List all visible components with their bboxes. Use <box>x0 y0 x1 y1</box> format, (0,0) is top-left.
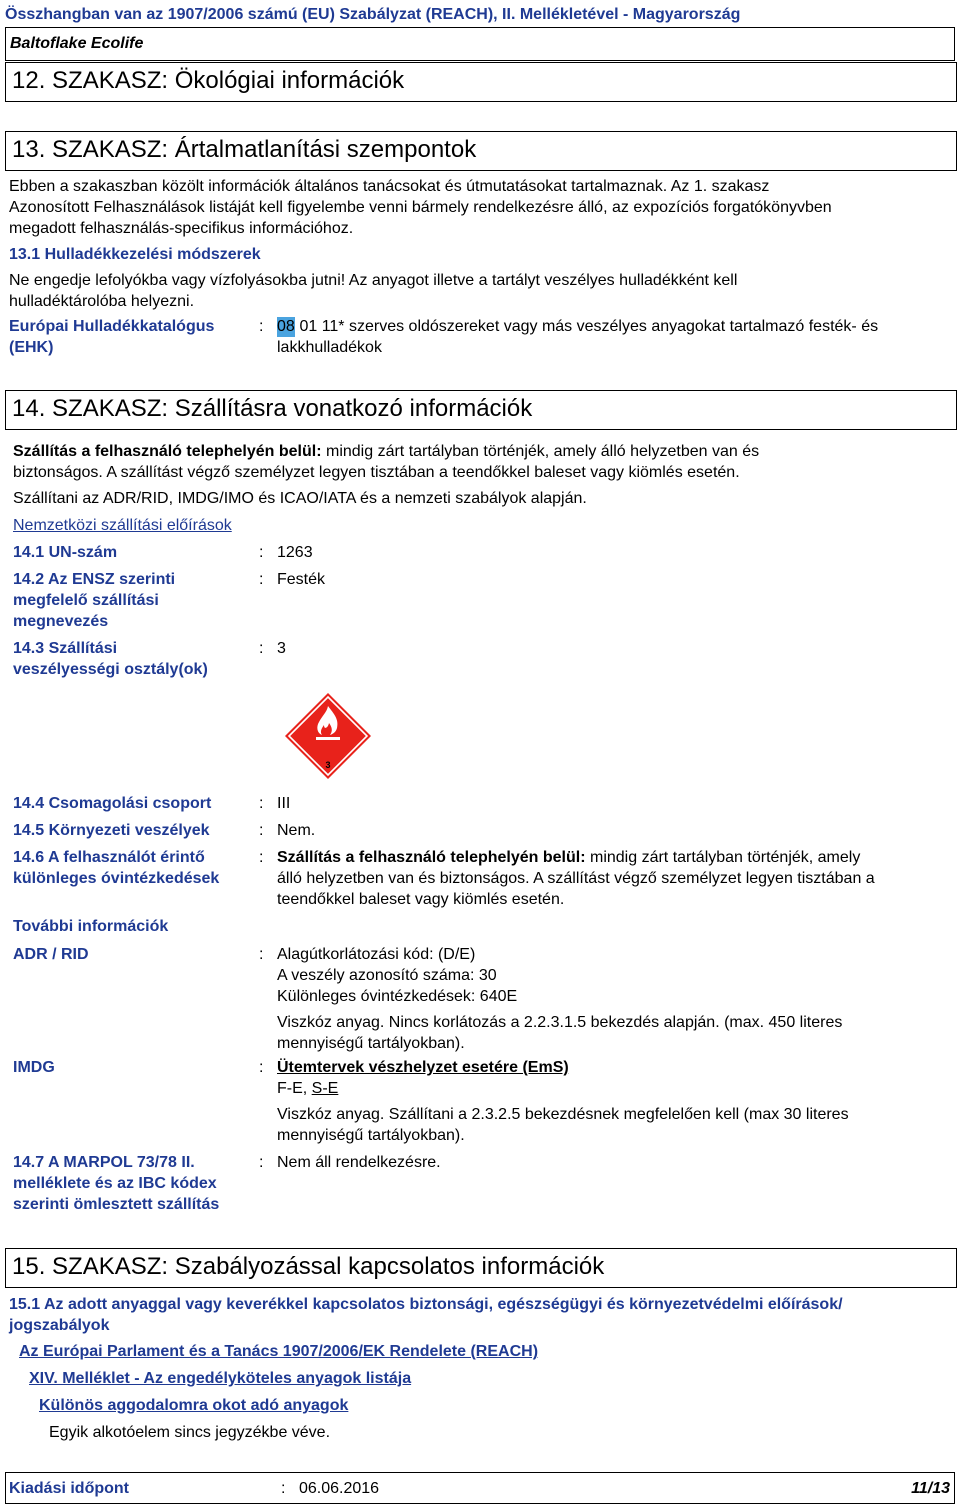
env-hazards-label: 14.5 Környezeti veszélyek <box>13 822 210 839</box>
special-precautions-value: Szállítás a felhasználó telephelyén belül: mindig zárt tartályban történjék, amely álló helyzetben van és biztonságos. A szállítást végző személyzet legyen tisztában a teendőkkel baleset vagy kiömlés esetén. <box>277 849 875 908</box>
shipping-name-label: 14.2 Az ENSZ szerinti megfelelő szállítási megnevezés <box>13 571 176 630</box>
env-hazards-value: Nem. <box>277 822 316 839</box>
un-number-colon: : <box>259 544 264 561</box>
ewc-value: 08 01 11* szerves oldószereket vagy más veszélyes anyagokat tartalmazó festék- és lakkhulladékok <box>277 318 879 356</box>
adr-rid-value: Alagútkorlátozási kód: (D/E) A veszély azonosító száma: 30 Különleges óvintézkedések: 640E Viszkóz anyag. Nincs korlátozás a 2.2.3.1.5 bekezdés alapján. (max. 450 literes mennyiségű tartályokban). <box>277 946 843 1052</box>
disposal-text: Ne engedje lefolyókba vagy vízfolyásokba jutni! Az anyagot illetve a tartályt veszélyes hulladékként kell hulladéktárolóba helyezni. <box>9 272 738 310</box>
env-hazards-colon: : <box>259 822 264 839</box>
marpol-label: 14.7 A MARPOL 73/78 II. melléklete és az IBC kódex szerinti ömlesztett szállítás <box>13 1154 220 1213</box>
issue-date-label: Kiadási időpont <box>9 1480 129 1497</box>
ewc-code-start: 08 <box>277 318 295 335</box>
imdg-label: IMDG <box>13 1059 55 1076</box>
regulation-subheading: 15.1 Az adott anyaggal vagy keverékkel kapcsolatos biztonsági, egészségügyi és környezetvédelmi előírások/ jogszabályok <box>9 1296 843 1334</box>
imdg-colon: : <box>259 1059 264 1076</box>
regulation-header: Összhangban van az 1907/2006 számú (EU) Szabályzat (REACH), II. Mellékletével - Magyarország <box>5 6 741 23</box>
un-number-value: 1263 <box>277 544 313 561</box>
shipping-name-value: Festék <box>277 571 326 588</box>
imdg-value: Ütemtervek vészhelyzet esetére (EmS) F-E, S-E Viszkóz anyag. Szállítani a 2.3.2.5 bekezdésnek megfelelően kell (max 30 literes mennyiségű tartályokban). <box>277 1058 947 1146</box>
hazard-class-colon: : <box>259 640 264 657</box>
waste-methods-heading: 13.1 Hulladékkezelési módszerek <box>9 246 261 263</box>
page-number: 11/13 <box>911 1480 950 1497</box>
packing-group-value: III <box>277 795 291 812</box>
marpol-value: Nem áll rendelkezésre. <box>277 1154 441 1171</box>
onsite-transport-text: Szállítás a felhasználó telephelyén belül: mindig zárt tartályban történjék, amely álló helyzetben van és biztonságos. A szállítást végző személyzet legyen tisztában a teendőkkel baleset vagy kiömlés esetén. <box>13 443 760 481</box>
marpol-colon: : <box>259 1154 264 1171</box>
hazard-class-value: 3 <box>277 640 286 657</box>
hazard-class-label: 14.3 Szállítási veszélyességi osztály(ok) <box>13 640 208 678</box>
section-12-title: 12. SZAKASZ: Ökológiai információk <box>5 62 957 102</box>
section-15-title: 15. SZAKASZ: Szabályozással kapcsolatos információk <box>5 1248 957 1288</box>
un-number-label: 14.1 UN-szám <box>13 544 118 561</box>
ems-title: Ütemtervek vészhelyzet esetére (EmS) <box>277 1059 569 1076</box>
section-13-intro: Ebben a szakaszban közölt információk általános tanácsokat és útmutatásokat tartalmaznak. Az 1. szakasz Azonosított Felhasználások listáját kell figyelembe venni bármely rendelkezésre álló, az expozíciós forgatókönyvben megadott felhasználás-specifikus információhoz. <box>9 178 832 237</box>
ewc-colon: : <box>259 318 264 335</box>
issue-date-colon: : <box>281 1480 286 1497</box>
flammable-liquid-placard-icon <box>284 692 372 780</box>
ems-se-link[interactable]: S-E <box>311 1080 339 1097</box>
footer-box <box>5 1472 955 1504</box>
special-precautions-label: 14.6 A felhasználót érintő különleges óvintézkedések <box>13 849 220 887</box>
further-info-label: További információk <box>13 918 169 935</box>
ewc-label: Európai Hulladékkatalógus (EHK) <box>9 318 215 356</box>
intl-transport-link[interactable]: Nemzetközi szállítási előírások <box>13 517 232 534</box>
annex-xiv-link[interactable]: XIV. Melléklet - Az engedélyköteles anyagok listája <box>29 1370 412 1387</box>
shipping-name-colon: : <box>259 571 264 588</box>
reach-link[interactable]: Az Európai Parlament és a Tanács 1907/2006/EK Rendelete (REACH) <box>19 1343 539 1360</box>
svhc-link[interactable]: Különös aggodalomra okot adó anyagok <box>39 1397 349 1414</box>
product-name-box <box>5 27 955 61</box>
adr-rid-colon: : <box>259 946 264 963</box>
section-13-title: 13. SZAKASZ: Ártalmatlanítási szempontok <box>5 131 957 171</box>
product-name: Baltoflake Ecolife <box>10 35 144 52</box>
section-14-title: 14. SZAKASZ: Szállításra vonatkozó információk <box>5 390 957 430</box>
svhc-value: Egyik alkotóelem sincs jegyzékbe véve. <box>49 1424 331 1441</box>
packing-group-colon: : <box>259 795 264 812</box>
special-precautions-colon: : <box>259 849 264 866</box>
placard-class-number: 3 <box>325 760 331 770</box>
adr-rid-label: ADR / RID <box>13 946 89 963</box>
packing-group-label: 14.4 Csomagolási csoport <box>13 795 212 812</box>
issue-date-value: 06.06.2016 <box>299 1480 380 1497</box>
transport-basis: Szállítani az ADR/RID, IMDG/IMO és ICAO/IATA és a nemzeti szabályok alapján. <box>13 490 587 507</box>
